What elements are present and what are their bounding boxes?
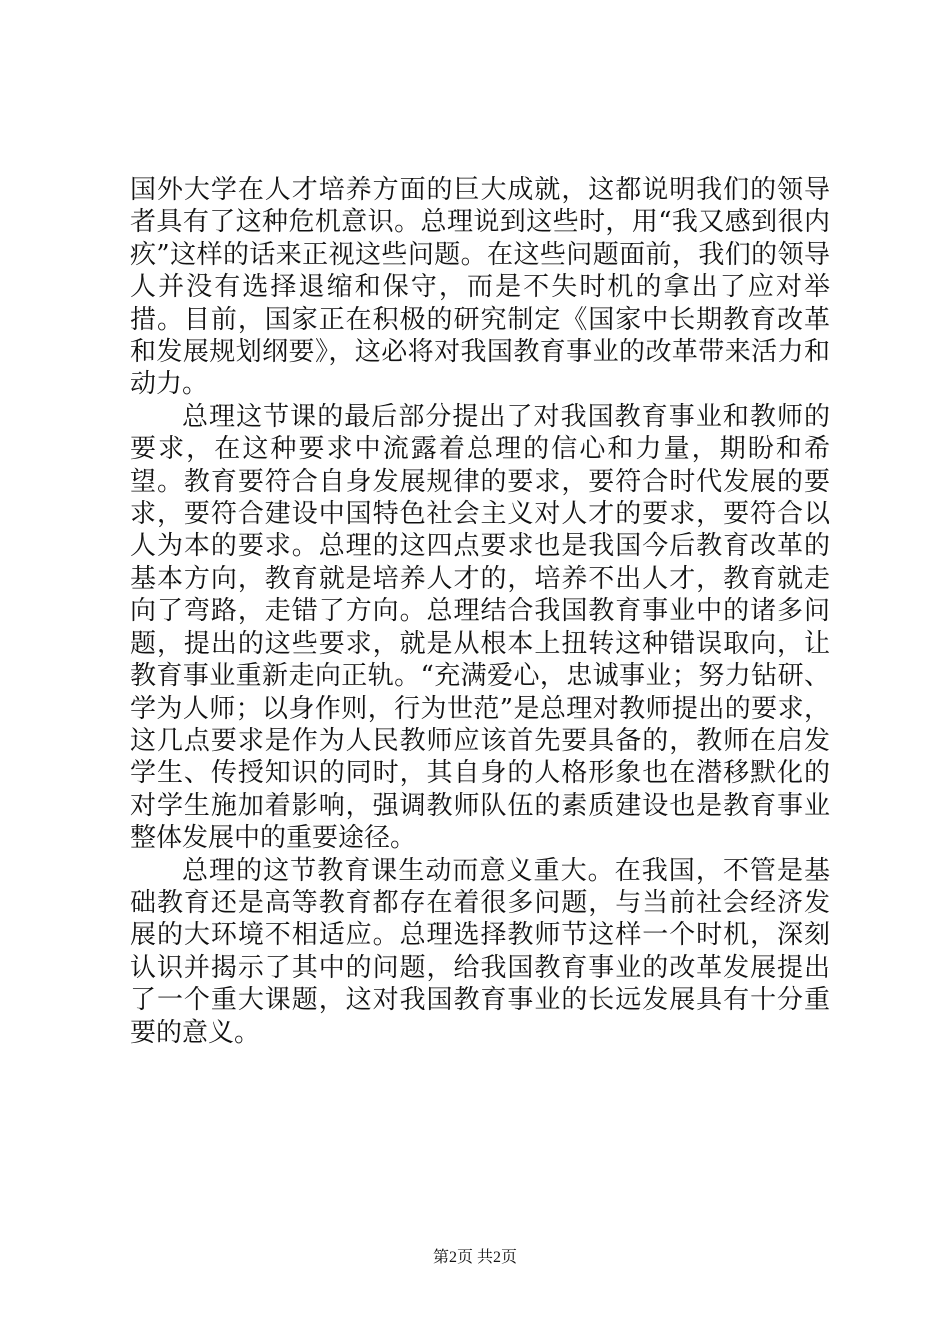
paragraph-2: 总理这节课的最后部分提出了对我国教育事业和教师的要求，在这种要求中流露着总理的信心和力量，期盼和希望。教育要符合自身发展规律的要求，要符合时代发展的要求，要符合建设中国特色社会主义对人才的要求，要符合以人为本的要求。总理的这四点要求也是我国今后教育改革的基本方向，教育就是培养人才的，培养不出人才，教育就走向了弯路，走错了方向。总理结合我国教育事业中的诸多问题，提出的这些要求，就是从根本上扭转这种错误取向，让教育事业重新走向正轨。“充满爱心，忠诚事业；努力钻研、学为人师；以身作则，行为世范”是总理对教师提出的要求，这几点要求是作为人民教师应该首先要具备的，教师在启发学生、传授知识的同时，其自身的人格形象也在潜移默化的对学生施加着影响，强调教师队伍的素质建设也是教育事业整体发展中的重要途径。	[130, 401, 830, 854]
document-body	[130, 174, 830, 1049]
page-footer	[0, 1244, 950, 1267]
paragraph-1: 国外大学在人才培养方面的巨大成就，这都说明我们的领导者具有了这种危机意识。总理说到这些时，用“我又感到很内疚”这样的话来正视这些问题。在这些问题面前，我们的领导人并没有选择退缩和保守，而是不失时机的拿出了应对举措。目前，国家正在积极的研究制定《国家中长期教育改革和发展规划纲要》，这必将对我国教育事业的改革带来活力和动力。	[130, 175, 830, 400]
paragraph-3: 总理的这节教育课生动而意义重大。在我国，不管是基础教育还是高等教育都存在着很多问题，与当前社会经济发展的大环境不相适应。总理选择教师节这样一个时机，深刻认识并揭示了其中的问题，给我国教育事业的改革发展提出了一个重大课题，这对我国教育事业的长远发展具有十分重要的意义。	[130, 855, 830, 1048]
page-number: 第2页 共2页	[432, 1249, 517, 1266]
